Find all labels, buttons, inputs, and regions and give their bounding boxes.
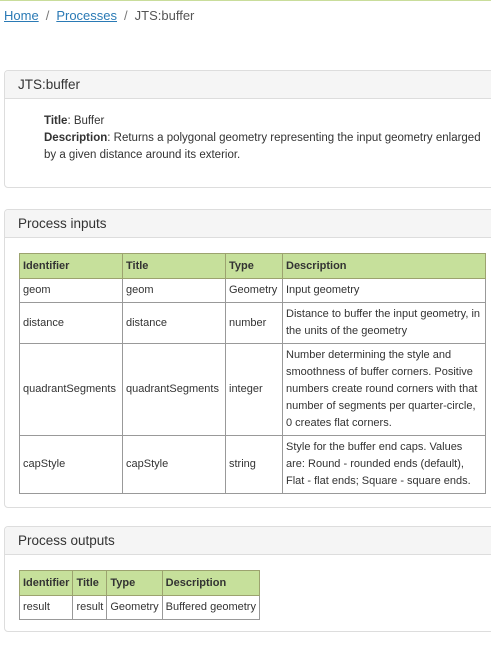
cell-description: Style for the buffer end caps. Values are: Round - rounded ends (default), Flat - flat ends; Square - square ends.	[283, 436, 486, 494]
breadcrumb-separator: /	[45, 8, 50, 23]
description-label: Description	[44, 132, 108, 144]
column-header-title: Title	[123, 254, 226, 279]
column-header-description: Description	[283, 254, 486, 279]
cell-description: Buffered geometry	[162, 596, 259, 620]
table-row	[20, 436, 486, 494]
table-row	[20, 279, 486, 303]
table-row	[20, 344, 486, 436]
cell-identifier: capStyle	[20, 436, 123, 494]
breadcrumb-separator: /	[124, 8, 128, 23]
cell-type: Geometry	[107, 596, 162, 620]
table-row	[20, 303, 486, 344]
breadcrumb	[4, 8, 194, 24]
process-meta	[44, 113, 484, 164]
column-header-identifier: Identifier	[20, 254, 123, 279]
cell-type: integer	[226, 344, 283, 436]
breadcrumb-home-link[interactable]: Home	[4, 8, 39, 23]
description-value: : Returns a polygonal geometry representing the input geometry enlarged by a given distance around its exterior.	[44, 132, 481, 161]
breadcrumb-current: JTS:buffer	[134, 8, 195, 23]
cell-title: capStyle	[123, 436, 226, 494]
cell-description: Number determining the style and smoothness of buffer corners. Positive numbers create round corners with that number of segments per quarter-circle, 0 creates flat corners.	[283, 344, 486, 436]
cell-title: geom	[123, 279, 226, 303]
cell-identifier: result	[20, 596, 73, 620]
column-header-title: Title	[73, 571, 107, 596]
top-rule	[0, 0, 491, 1]
cell-identifier: geom	[20, 279, 123, 303]
process-summary-heading: JTS:buffer	[5, 71, 491, 99]
breadcrumb-processes-link[interactable]: Processes	[56, 8, 118, 23]
inputs-table	[19, 253, 486, 494]
title-value: : Buffer	[67, 115, 105, 127]
cell-type: number	[226, 303, 283, 344]
cell-title: quadrantSegments	[123, 344, 226, 436]
table-header-row	[20, 254, 486, 279]
process-outputs-heading: Process outputs	[5, 527, 491, 555]
process-description-row	[44, 130, 484, 164]
column-header-type: Type	[226, 254, 283, 279]
cell-description: Distance to buffer the input geometry, in the units of the geometry	[283, 303, 486, 344]
cell-identifier: quadrantSegments	[20, 344, 123, 436]
process-inputs-heading: Process inputs	[5, 210, 491, 238]
process-outputs-panel	[4, 526, 491, 632]
column-header-identifier: Identifier	[20, 571, 73, 596]
process-summary-panel	[4, 70, 491, 188]
column-header-type: Type	[107, 571, 162, 596]
outputs-table	[19, 570, 260, 620]
process-inputs-panel	[4, 209, 491, 508]
cell-title: result	[73, 596, 107, 620]
cell-type: Geometry	[226, 279, 283, 303]
table-row	[20, 596, 260, 620]
column-header-description: Description	[162, 571, 259, 596]
cell-identifier: distance	[20, 303, 123, 344]
cell-type: string	[226, 436, 283, 494]
table-header-row	[20, 571, 260, 596]
title-label: Title	[44, 115, 68, 127]
cell-title: distance	[123, 303, 226, 344]
process-title-row	[44, 113, 484, 130]
cell-description: Input geometry	[283, 279, 486, 303]
